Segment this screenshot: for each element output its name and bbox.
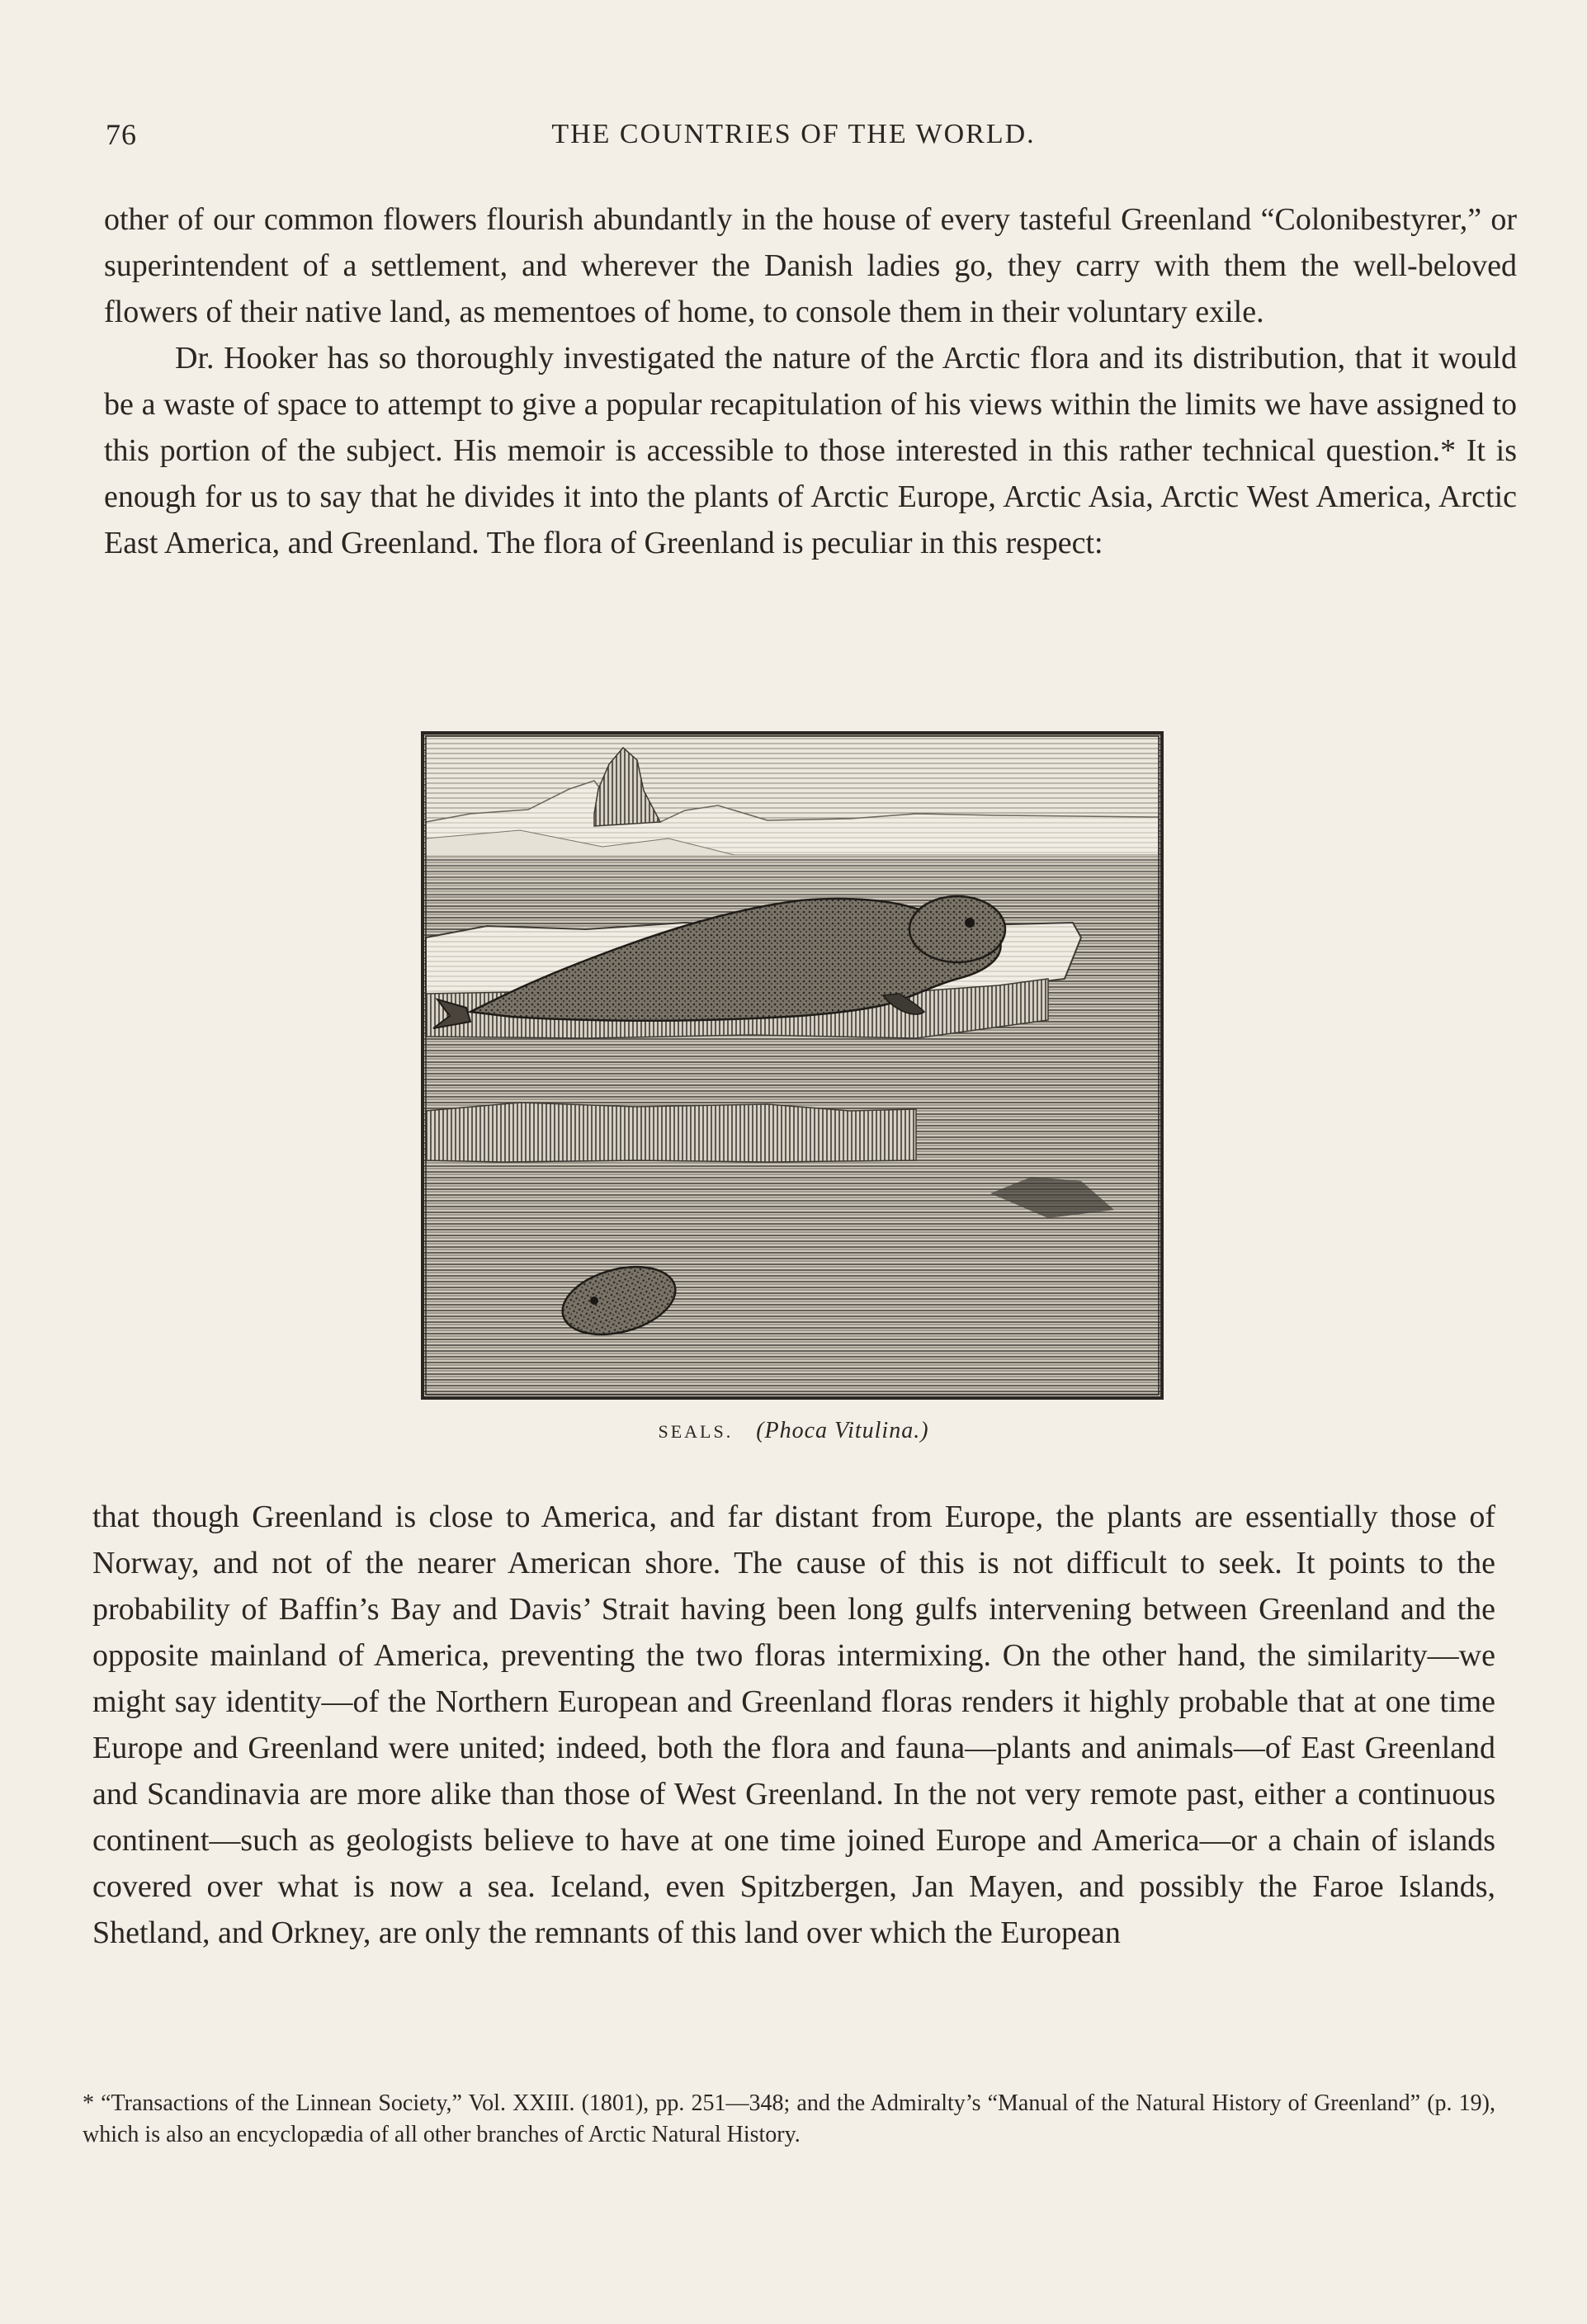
body-text-bottom [92,1494,1495,1956]
paragraph: Dr. Hooker has so thoroughly investigated the nature of the Arctic flora and its distribution, that it would be a waste of space to attempt to give a popular recapitulation of his views within the limits we have assigned to this portion of the subject. His memoir is accessible to those interested in this rather technical question.* It is enough for us to say that he divides it into the plants of Arctic Europe, Arctic Asia, Arctic West America, Arctic East America, and Greenland. The flora of Greenland is peculiar in this respect: [104,341,1517,560]
body-text-top [104,196,1517,566]
caption-label: SEALS. [658,1421,734,1442]
paragraph: other of our common flowers flourish abundantly in the house of every tasteful Greenland “Colonibestyrer,” or superintendent of a settlement, and wherever the Danish ladies go, they carry with them the well-beloved flowers of their native land, as mementoes of home, to console them in their voluntary exile. [104,202,1517,329]
page-number: 76 [106,118,137,151]
footnote: * “Transactions of the Linnean Society,” Vol. XXIII. (1801), pp. 251—348; and the Admiralty’s “Manual of the Natural History of Greenland” (p. 19), which is also an encyclopædia of all other branches of Arctic Natural History. [83,2090,1495,2147]
running-title: THE COUNTRIES OF THE WORLD. [551,119,1036,149]
seal-engraving [421,731,1164,1400]
caption-latin-name: (Phoca Vitulina.) [756,1418,929,1443]
paragraph: that though Greenland is close to America, and far distant from Europe, the plants are essentially those of Norway, and not of the nearer American shore. The cause of this is not difficult to seek. It points to the probability of Baffin’s Bay and Davis’ Strait having been long gulfs intervening between Greenland and the opposite mainland of America, preventing the two floras intermixing. On the other hand, the similarity—we might say identity—of the Northern European and Greenland floras renders it highly probable that at one time Europe and Greenland were united; indeed, both the flora and fauna—plants and animals—of East Greenland and Scandinavia are more alike than those of West Greenland. In the not very remote past, either a continuous continent—such as geologists believe to have at one time joined Europe and America—or a chain of islands covered over what is now a sea. Iceland, even Spitzbergen, Jan Mayen, and possibly the Faroe Islands, Shetland, and Orkney, are only the remnants of this land over which the European [92,1500,1495,1950]
figure-caption [0,1418,1587,1444]
